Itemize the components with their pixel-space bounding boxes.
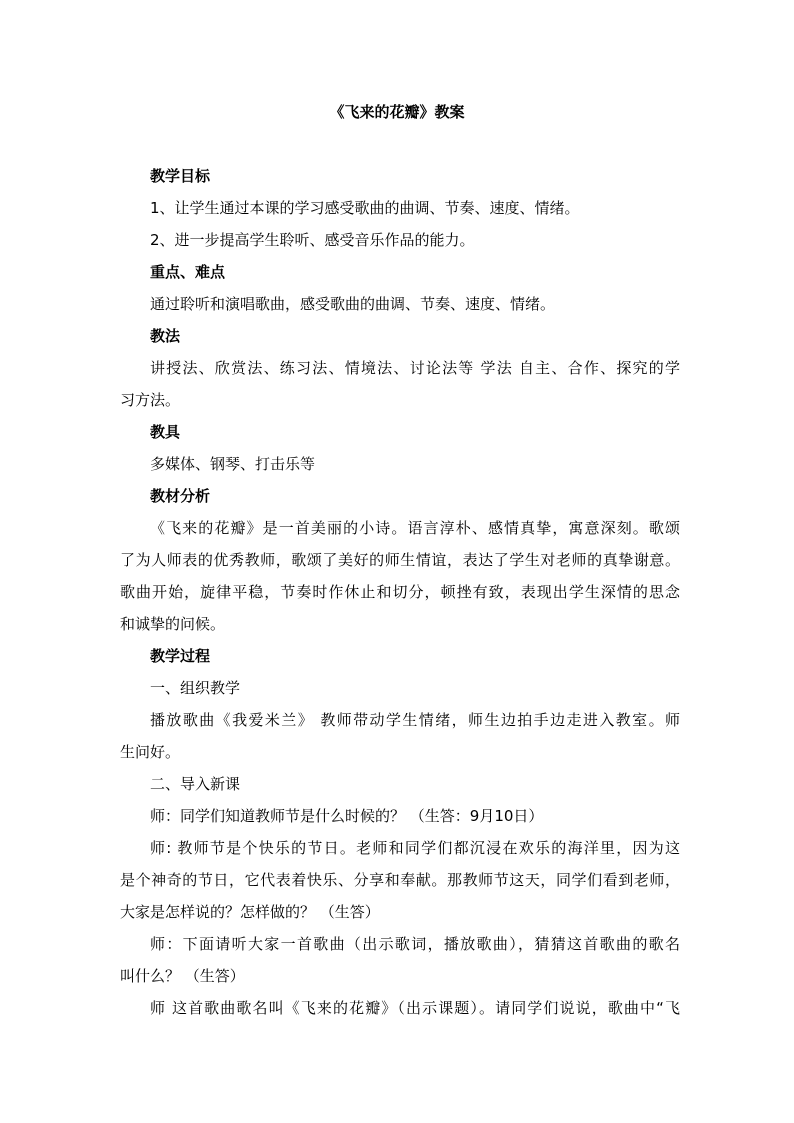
- body-text-line: 大家是怎样说的？怎样做的？ （生答）: [120, 903, 380, 921]
- document-title: 《飞来的花瓣》教案: [329, 103, 465, 121]
- body-text-line: 生问好。: [120, 743, 181, 761]
- section-heading: 教具: [150, 423, 181, 441]
- section-heading: 重点、难点: [150, 263, 226, 281]
- body-text-line: 歌曲开始，旋律平稳，节奏时作休止和切分，顿挫有致，表现出学生深情的思念: [120, 583, 680, 601]
- body-text-line: 播放歌曲《我爱米兰》 教师带动学生情绪，师生边拍手边走进入教室。师: [150, 711, 680, 729]
- body-text-line: 多媒体、钢琴、打击乐等: [150, 455, 316, 473]
- body-text-line: 和诚挚的问候。: [120, 615, 226, 633]
- body-text-line: 师：下面请听大家一首歌曲（出示歌词，播放歌曲），猜猜这首歌曲的歌名: [150, 935, 680, 953]
- section-heading: 教学过程: [150, 647, 211, 665]
- body-text-line: 二、导入新课: [150, 775, 241, 793]
- body-text-line: 习方法。: [120, 391, 181, 409]
- body-text-line: 了为人师表的优秀教师，歌颂了美好的师生情谊，表达了学生对老师的真挚谢意。: [120, 551, 680, 569]
- body-text-line: 师: 教师节是个快乐的节日。老师和同学们都沉浸在欢乐的海洋里，因为这: [150, 839, 680, 857]
- body-text-line: 一、组织教学: [150, 679, 241, 697]
- section-heading: 教学目标: [150, 167, 211, 185]
- section-heading: 教材分析: [150, 487, 211, 505]
- body-text-line: 是个神奇的节日，它代表着快乐、分享和奉献。那教师节这天，同学们看到老师，: [120, 871, 680, 889]
- body-text-line: 《飞来的花瓣》是一首美丽的小诗。语言淳朴、感情真挚，寓意深刻。歌颂: [150, 519, 680, 537]
- body-text-line: 通过聆听和演唱歌曲，感受歌曲的曲调、节奏、速度、情绪。: [150, 295, 556, 313]
- document-body: [120, 160, 680, 1024]
- body-text-line: 1、让学生通过本课的学习感受歌曲的曲调、节奏、速度、情绪。: [150, 199, 580, 217]
- body-text-line: 叫什么？ （生答）: [120, 967, 245, 985]
- body-text-line: 2、进一步提高学生聆听、感受音乐作品的能力。: [150, 231, 475, 249]
- body-text-line: 师：同学们知道教师节是什么时候的？ （生答：9月10日）: [150, 807, 544, 825]
- body-text-line: 师 这首歌曲歌名叫《飞来的花瓣》（出示课题）。请同学们说说，歌曲中“飞: [150, 999, 680, 1017]
- body-text-line: 讲授法、欣赏法、练习法、情境法、讨论法等 学法 自主、合作、探究的学: [150, 359, 680, 377]
- section-heading: 教法: [150, 327, 181, 345]
